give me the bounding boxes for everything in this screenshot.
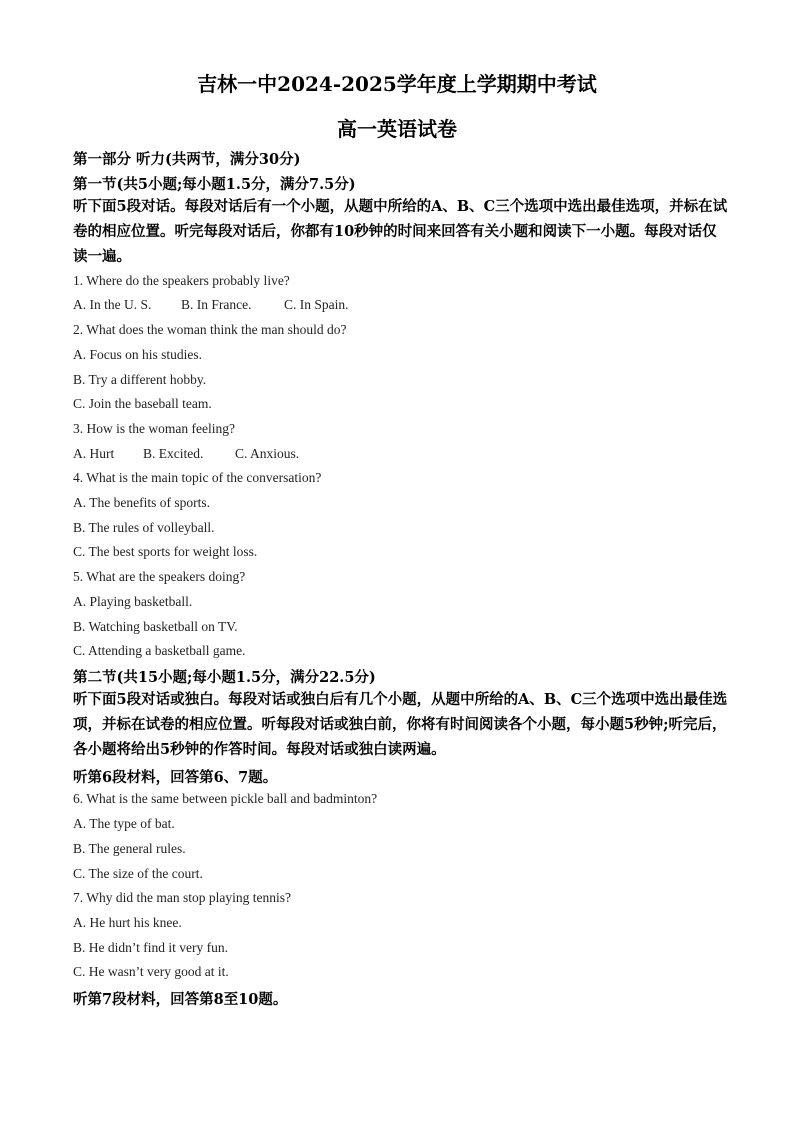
question-6: 6. What is the same between pickle ball and badminton? bbox=[73, 791, 378, 806]
section1-heading: 第一节(共5小题;每小题1.5分，满分7.5分) bbox=[73, 176, 356, 193]
question-2: 2. What does the woman think the man should do? bbox=[73, 322, 347, 337]
option-a: A. He hurt his knee. bbox=[73, 915, 182, 930]
option-c: C. In Spain. bbox=[284, 297, 349, 312]
material-7-heading: 听第7段材料，回答第8至10题。 bbox=[73, 991, 288, 1008]
question-5: 5. What are the speakers doing? bbox=[73, 569, 246, 584]
option-b: B. Try a different hobby. bbox=[73, 372, 207, 387]
material-6-heading: 听第6段材料，回答第6、7题。 bbox=[73, 769, 278, 786]
option-c: C. He wasn’t very good at it. bbox=[73, 964, 229, 979]
option-a: A. The benefits of sports. bbox=[73, 495, 210, 510]
option-c: C. Join the baseball team. bbox=[73, 396, 212, 411]
question-3-options bbox=[73, 446, 299, 462]
section2-instructions: 听下面5段对话或独白。每段对话或独白后有几个小题，从题中所给的A、B、C三个选项中选出最佳选项，并标在试卷的相应位置。听每段对话或独白前，你将有时间阅读各个小题，每小题5秒钟;听完后，各小题将给出5秒钟的作答时间。每段对话或独白读两遍。 bbox=[73, 691, 728, 758]
section2-heading: 第二节(共15小题;每小题1.5分，满分22.5分) bbox=[73, 669, 376, 686]
option-b: B. In France. bbox=[181, 297, 252, 312]
option-c: C. Attending a basketball game. bbox=[73, 643, 246, 658]
option-b: B. The general rules. bbox=[73, 841, 186, 856]
option-a: A. In the U. S. bbox=[73, 297, 152, 312]
option-c: C. The best sports for weight loss. bbox=[73, 544, 258, 559]
option-c: C. The size of the court. bbox=[73, 866, 203, 881]
option-b: B. Excited. bbox=[143, 446, 204, 461]
option-a: A. Playing basketball. bbox=[73, 594, 193, 609]
exam-title: 吉林一中2024-2025学年度上学期期中考试 bbox=[197, 72, 597, 96]
exam-subtitle: 高一英语试卷 bbox=[337, 117, 457, 141]
option-b: B. He didn’t find it very fun. bbox=[73, 940, 228, 955]
question-3: 3. How is the woman feeling? bbox=[73, 421, 235, 436]
option-a: A. The type of bat. bbox=[73, 816, 175, 831]
option-a: A. Hurt bbox=[73, 446, 115, 461]
part1-heading: 第一部分 听力(共两节，满分30分) bbox=[73, 151, 301, 168]
question-7: 7. Why did the man stop playing tennis? bbox=[73, 890, 291, 905]
question-1-options bbox=[73, 297, 349, 313]
question-1: 1. Where do the speakers probably live? bbox=[73, 273, 290, 288]
option-c: C. Anxious. bbox=[235, 446, 300, 461]
section1-instructions: 听下面5段对话。每段对话后有一个小题，从题中所给的A、B、C三个选项中选出最佳选项，并标在试卷的相应位置。听完每段对话后，你都有10秒钟的时间来回答有关小题和阅读下一小题。每段对话仅读一遍。 bbox=[73, 198, 728, 265]
option-a: A. Focus on his studies. bbox=[73, 347, 203, 362]
question-4: 4. What is the main topic of the conversation? bbox=[73, 470, 322, 485]
option-b: B. The rules of volleyball. bbox=[73, 520, 215, 535]
option-b: B. Watching basketball on TV. bbox=[73, 619, 238, 634]
